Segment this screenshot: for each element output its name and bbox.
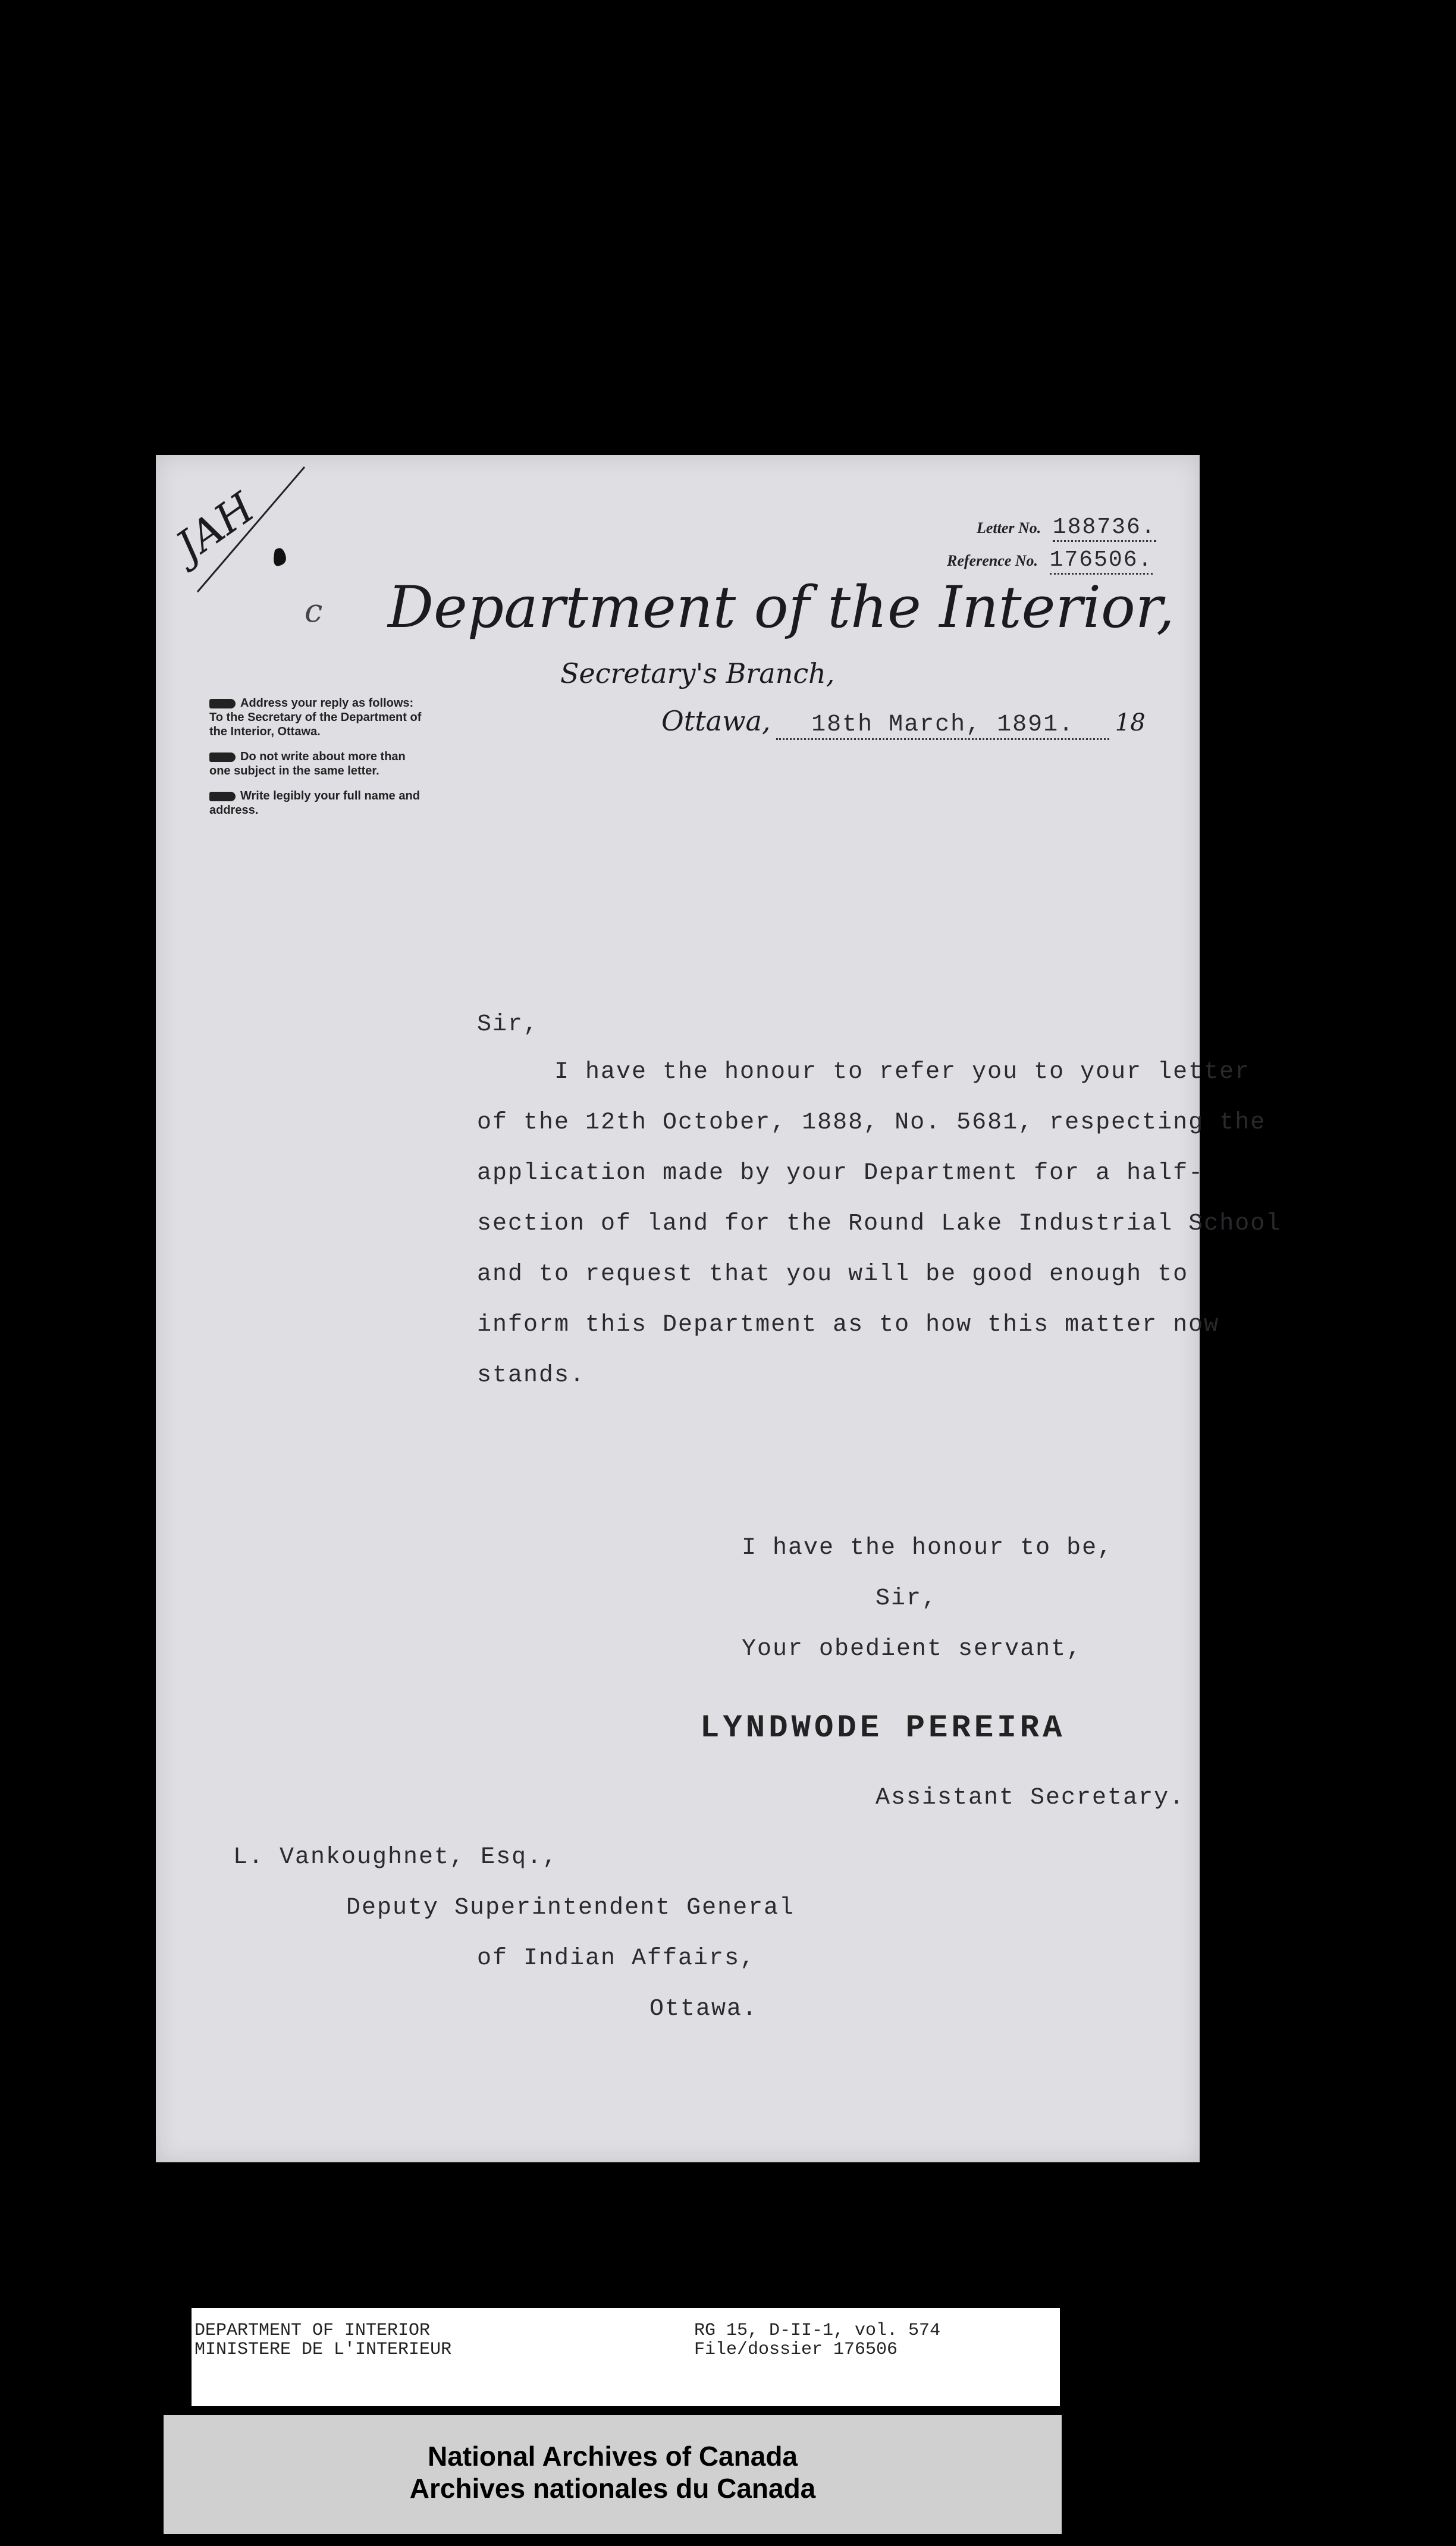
body-line: I have the honour to refer you to your letter [554,1059,1251,1086]
ink-stroke-icon [186,461,316,598]
reference-number-label: Reference No. [947,552,1038,569]
salutation: Sir, [477,1011,539,1038]
closing-line: Sir, [876,1585,938,1612]
pointing-hand-icon [209,699,236,708]
signature-title: Assistant Secretary. [876,1785,1185,1811]
body-line: section of land for the Round Lake Industrial School [477,1211,1282,1237]
pointing-hand-icon [209,792,236,801]
year-suffix: 18 [1115,709,1146,736]
archive-name-en: National Archives of Canada [427,2441,798,2472]
instruction-item: Do not write about more than one subject in the same letter. [209,750,406,777]
archive-footer [164,2415,1062,2534]
reference-number-value: 176506. [1050,547,1153,575]
signature-stamp: LYNDWODE PEREIRA [700,1710,1066,1747]
body-line: inform this Department as to how this matter now [477,1312,1220,1338]
closing-line: I have the honour to be, [742,1535,1113,1562]
body-line: stands. [477,1362,586,1389]
handwritten-initials: JAH [167,483,263,571]
letter-number-row [977,515,1191,540]
margin-mark: c [305,592,323,629]
letter-date: 18th March, 1891. [776,711,1109,740]
department-title: Department of the Interior, [388,574,1175,641]
pointing-hand-icon [209,752,236,762]
recipient-line: Ottawa. [649,1996,758,2023]
caption-dept-en: DEPARTMENT OF INTERIOR [194,2321,431,2341]
letter-number-label: Letter No. [977,519,1041,537]
body-line: of the 12th October, 1888, No. 5681, respecting the [477,1109,1266,1136]
recipient-line: Deputy Superintendent General [346,1895,795,1921]
letter-page [156,455,1282,2162]
branch-name: Secretary's Branch, [560,657,835,689]
recipient-line: L. Vankoughnet, Esq., [233,1844,558,1871]
caption-file: File/dossier 176506 [694,2340,898,2360]
body-line: and to request that you will be good enough to [477,1261,1189,1288]
caption-reference: RG 15, D-II-1, vol. 574 [694,2321,941,2341]
body-line: application made by your Department for a half- [477,1160,1204,1187]
instruction-item: Write legibly your full name and address. [209,789,420,817]
closing-line: Your obedient servant, [742,1636,1082,1663]
letter-number-value: 188736. [1053,515,1156,542]
archive-name-fr: Archives nationales du Canada [409,2473,816,2504]
reply-instructions [209,696,423,817]
place-name: Ottawa, [661,705,771,737]
instruction-item: Address your reply as follows: To the Secretary of the Department of the Interior, Ottawa. [209,697,422,738]
caption-dept-fr: MINISTERE DE L'INTERIEUR [194,2340,452,2360]
recipient-line: of Indian Affairs, [477,1945,756,1972]
reference-number-row [947,547,1191,573]
archive-caption [192,2308,1060,2406]
place-date-row [661,705,1146,740]
